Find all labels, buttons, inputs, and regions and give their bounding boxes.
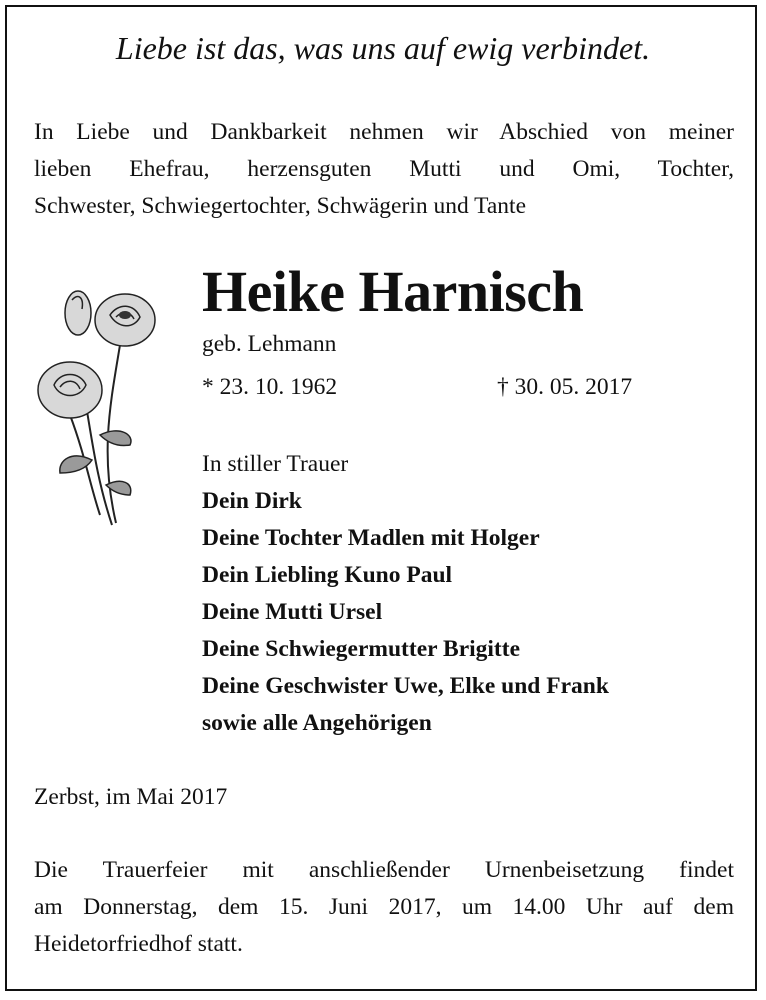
intro-line: lieben Ehefrau, herzensguten Mutti und Omi, Tochter, [34,156,734,182]
mourner-line: Deine Tochter Madlen mit Holger [202,525,540,551]
roses-icon [30,285,160,535]
place-date: Zerbst, im Mai 2017 [34,784,228,810]
mourner-line: Dein Dirk [202,488,302,514]
motto: Liebe ist das, was uns auf ewig verbindet. [115,30,651,66]
mourner-line: Deine Mutti Ursel [202,599,383,625]
mourner-line: sowie alle Angehörigen [202,710,432,736]
funeral-text [34,852,734,963]
funeral-line: Die Trauerfeier mit anschließender Urnenbeisetzung findet [34,857,734,883]
maiden-name: geb. Lehmann [202,331,337,357]
deceased-name: Heike Harnisch [202,259,584,324]
mourner-line: Deine Schwiegermutter Brigitte [202,636,521,662]
intro-line: Schwester, Schwiegertochter, Schwägerin und Tante [34,193,526,219]
funeral-line: am Donnerstag, dem 15. Juni 2017, um 14.00 Uhr auf dem [34,894,734,920]
mourning-intro: In stiller Trauer [202,451,349,477]
death-date: † 30. 05. 2017 [497,374,633,400]
intro-text [34,114,734,225]
mourner-line: Deine Geschwister Uwe, Elke und Frank [202,673,609,699]
birth-date: * 23. 10. 1962 [202,374,338,400]
funeral-line: Heidetorfriedhof statt. [34,931,243,957]
mourner-line: Dein Liebling Kuno Paul [202,562,453,588]
intro-line: In Liebe und Dankbarkeit nehmen wir Abschied von meiner [34,119,734,145]
